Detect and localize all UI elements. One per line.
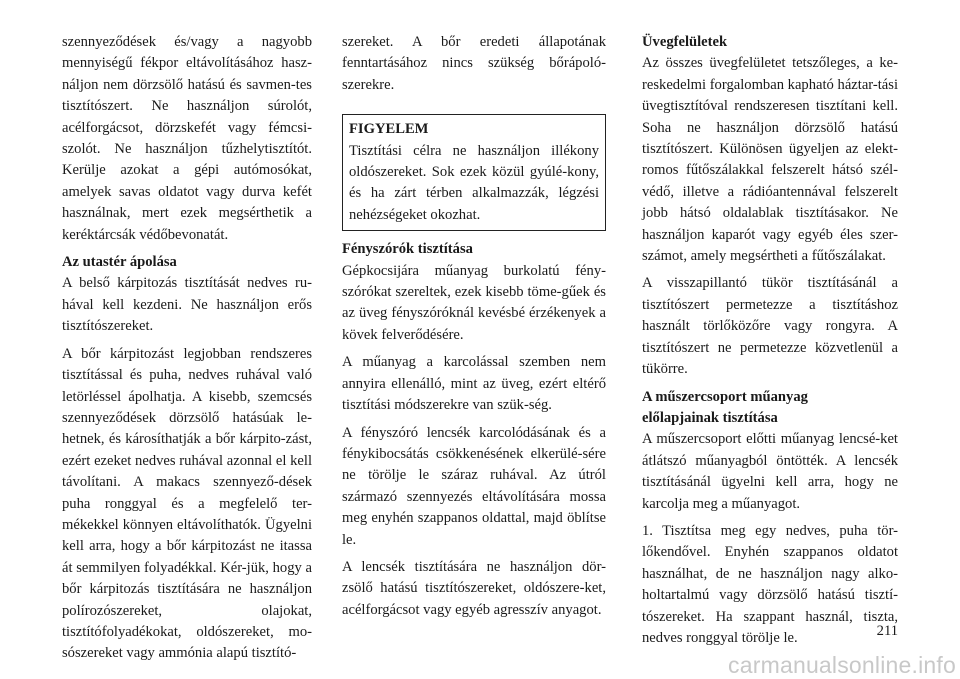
warning-text: Tisztítási célra ne használjon illékony oldószereket. Sok ezek közül gyúlé-kony, és ha zárt térben alkalmazzák, légzési nehézségeket okozhat. <box>349 142 599 223</box>
page-number: 211 <box>876 623 898 639</box>
paragraph: A fényszóró lencsék karcolódásának és a fénykibocsátás csökkenésének elkerülé-sére ne törölje le száraz ruhával. Az útról származó szennyezés eltávolítására mossa meg enyhén szappanos oldattal, majd öblítse le. <box>342 424 606 548</box>
paragraph: A műszercsoport előtti műanyag lencsé-ket átlátszó műanyagból öntötték. A lencsék tisztításánál ügyelni kell arra, hogy ne karcolja meg a műanyagot. <box>642 431 898 512</box>
text-column-middle <box>342 32 606 627</box>
paragraph: A műanyag a karcolással szemben nem annyira ellenálló, mint az üveg, ezért eltérő tisztítási módszerekre van szük-ség. <box>342 354 606 414</box>
section-heading-cluster-lens-line2: előlapjainak tisztítása <box>642 409 778 426</box>
section-heading-headlamps: Fényszórók tisztítása <box>342 241 473 258</box>
paragraph: Az összes üvegfelületet tetszőleges, a ke-reskedelmi forgalomban kapható háztar-tási üvegtisztítóval rendszeresen tisztítani kell. Soha ne használjon dörzsölő hatású tisztítószert. Különösen ügyeljen az elekt-romos fűtőszálakkal felszerelt hátsó szél-védő, illetve a rádióantennával felszerelt jobb hátsó oldalablak tisztításakor. Ne használjon kaparót vagy egyéb éles szer-számot, amely megsértheti a fűtőszálakat. <box>642 55 898 265</box>
section-heading-interior-care: Az utastér ápolása <box>62 254 177 271</box>
section-heading-cluster-lens-line1: A műszercsoport műanyag <box>642 388 808 405</box>
paragraph: szereket. A bőr eredeti állapotának fenntartásához nincs szükség bőrápoló-szerekre. <box>342 34 606 93</box>
paragraph: A bőr kárpitozást legjobban rendszeres tisztítással és puha, nedves ruhával való letörléssel ápolhatja. A kisebb, szemcsés szennyeződések dörzsölő hatásúak le-hetnek, és károsíthatják a bőr kárpito-zást, ezért ezeket nedves ruhával azonnal el kell távolítani. A makacs szennyező-dések puha ronggyal és a megfelelő ter-mékekkel könnyen eltávolíthatók. Ügyelni kell arra, hogy a bőr kárpitozást ne itassa át semmilyen folyadékkal. Kér-jük, hogy a bőr kárpitozás tisztítására ne használjon polírozószereket, olajokat, tisztítófolyadékokat, oldószereket, mo-sószereket vagy ammónia alapú tisztító- <box>62 345 312 662</box>
watermark: carmanualsonline.info <box>728 652 956 678</box>
paragraph: A belső kárpitozás tisztítását nedves ru-hával kell kezdeni. Ne használjon erős tisztítószereket. <box>62 275 312 335</box>
warning-title: FIGYELEM <box>349 121 429 138</box>
text-column-left <box>62 32 312 671</box>
paragraph: A lencsék tisztítására ne használjon dör-zsölő hatású tisztítószereket, oldószere-ket, acélforgácsot vagy egyéb agresszív anyagot. <box>342 558 606 618</box>
text-column-right <box>642 32 898 655</box>
paragraph: A visszapillantó tükör tisztításánál a tisztítószert permetezze a tisztításhoz használt törlőközőre vagy rongyra. A tisztítószert ne permetezze közvetlenül a tükörre. <box>642 275 898 378</box>
paragraph: Gépkocsijára műanyag burkolatú fény-szórókat szereltek, ezek kisebb töme-gűek és az üveg fényszóróknál kevésbé érzékenyek a kövek felverődésére. <box>342 262 606 343</box>
warning-box <box>342 114 606 231</box>
section-heading-glass: Üvegfelületek <box>642 34 728 50</box>
paragraph: 1. Tisztítsa meg egy nedves, puha tör-lőkendővel. Enyhén szappanos oldatot használhat, de ne használjon nagy alko-holtartalmú vagy dörzsölő hatású tisztí-tószereket. Ha szappant használ, tiszta, nedves ronggyal törölje le. <box>642 522 898 646</box>
paragraph: szennyeződések és/vagy a nagyobb mennyiségű fékpor eltávolításához hasz-náljon nem dörzsölő hatású és savmen-tes tisztítószert. Ne használjon súrolót, acélforgácsot, dörzskefét vagy fémcsi-szolót. Ne használjon tűzhelytisztítót. Kerülje azokat a gépi autómosókat, amelyek savas oldatot vagy durva kefét használnak, mert ezek megsérthetik a keréktárcsák védőbevonatát. <box>62 34 312 243</box>
